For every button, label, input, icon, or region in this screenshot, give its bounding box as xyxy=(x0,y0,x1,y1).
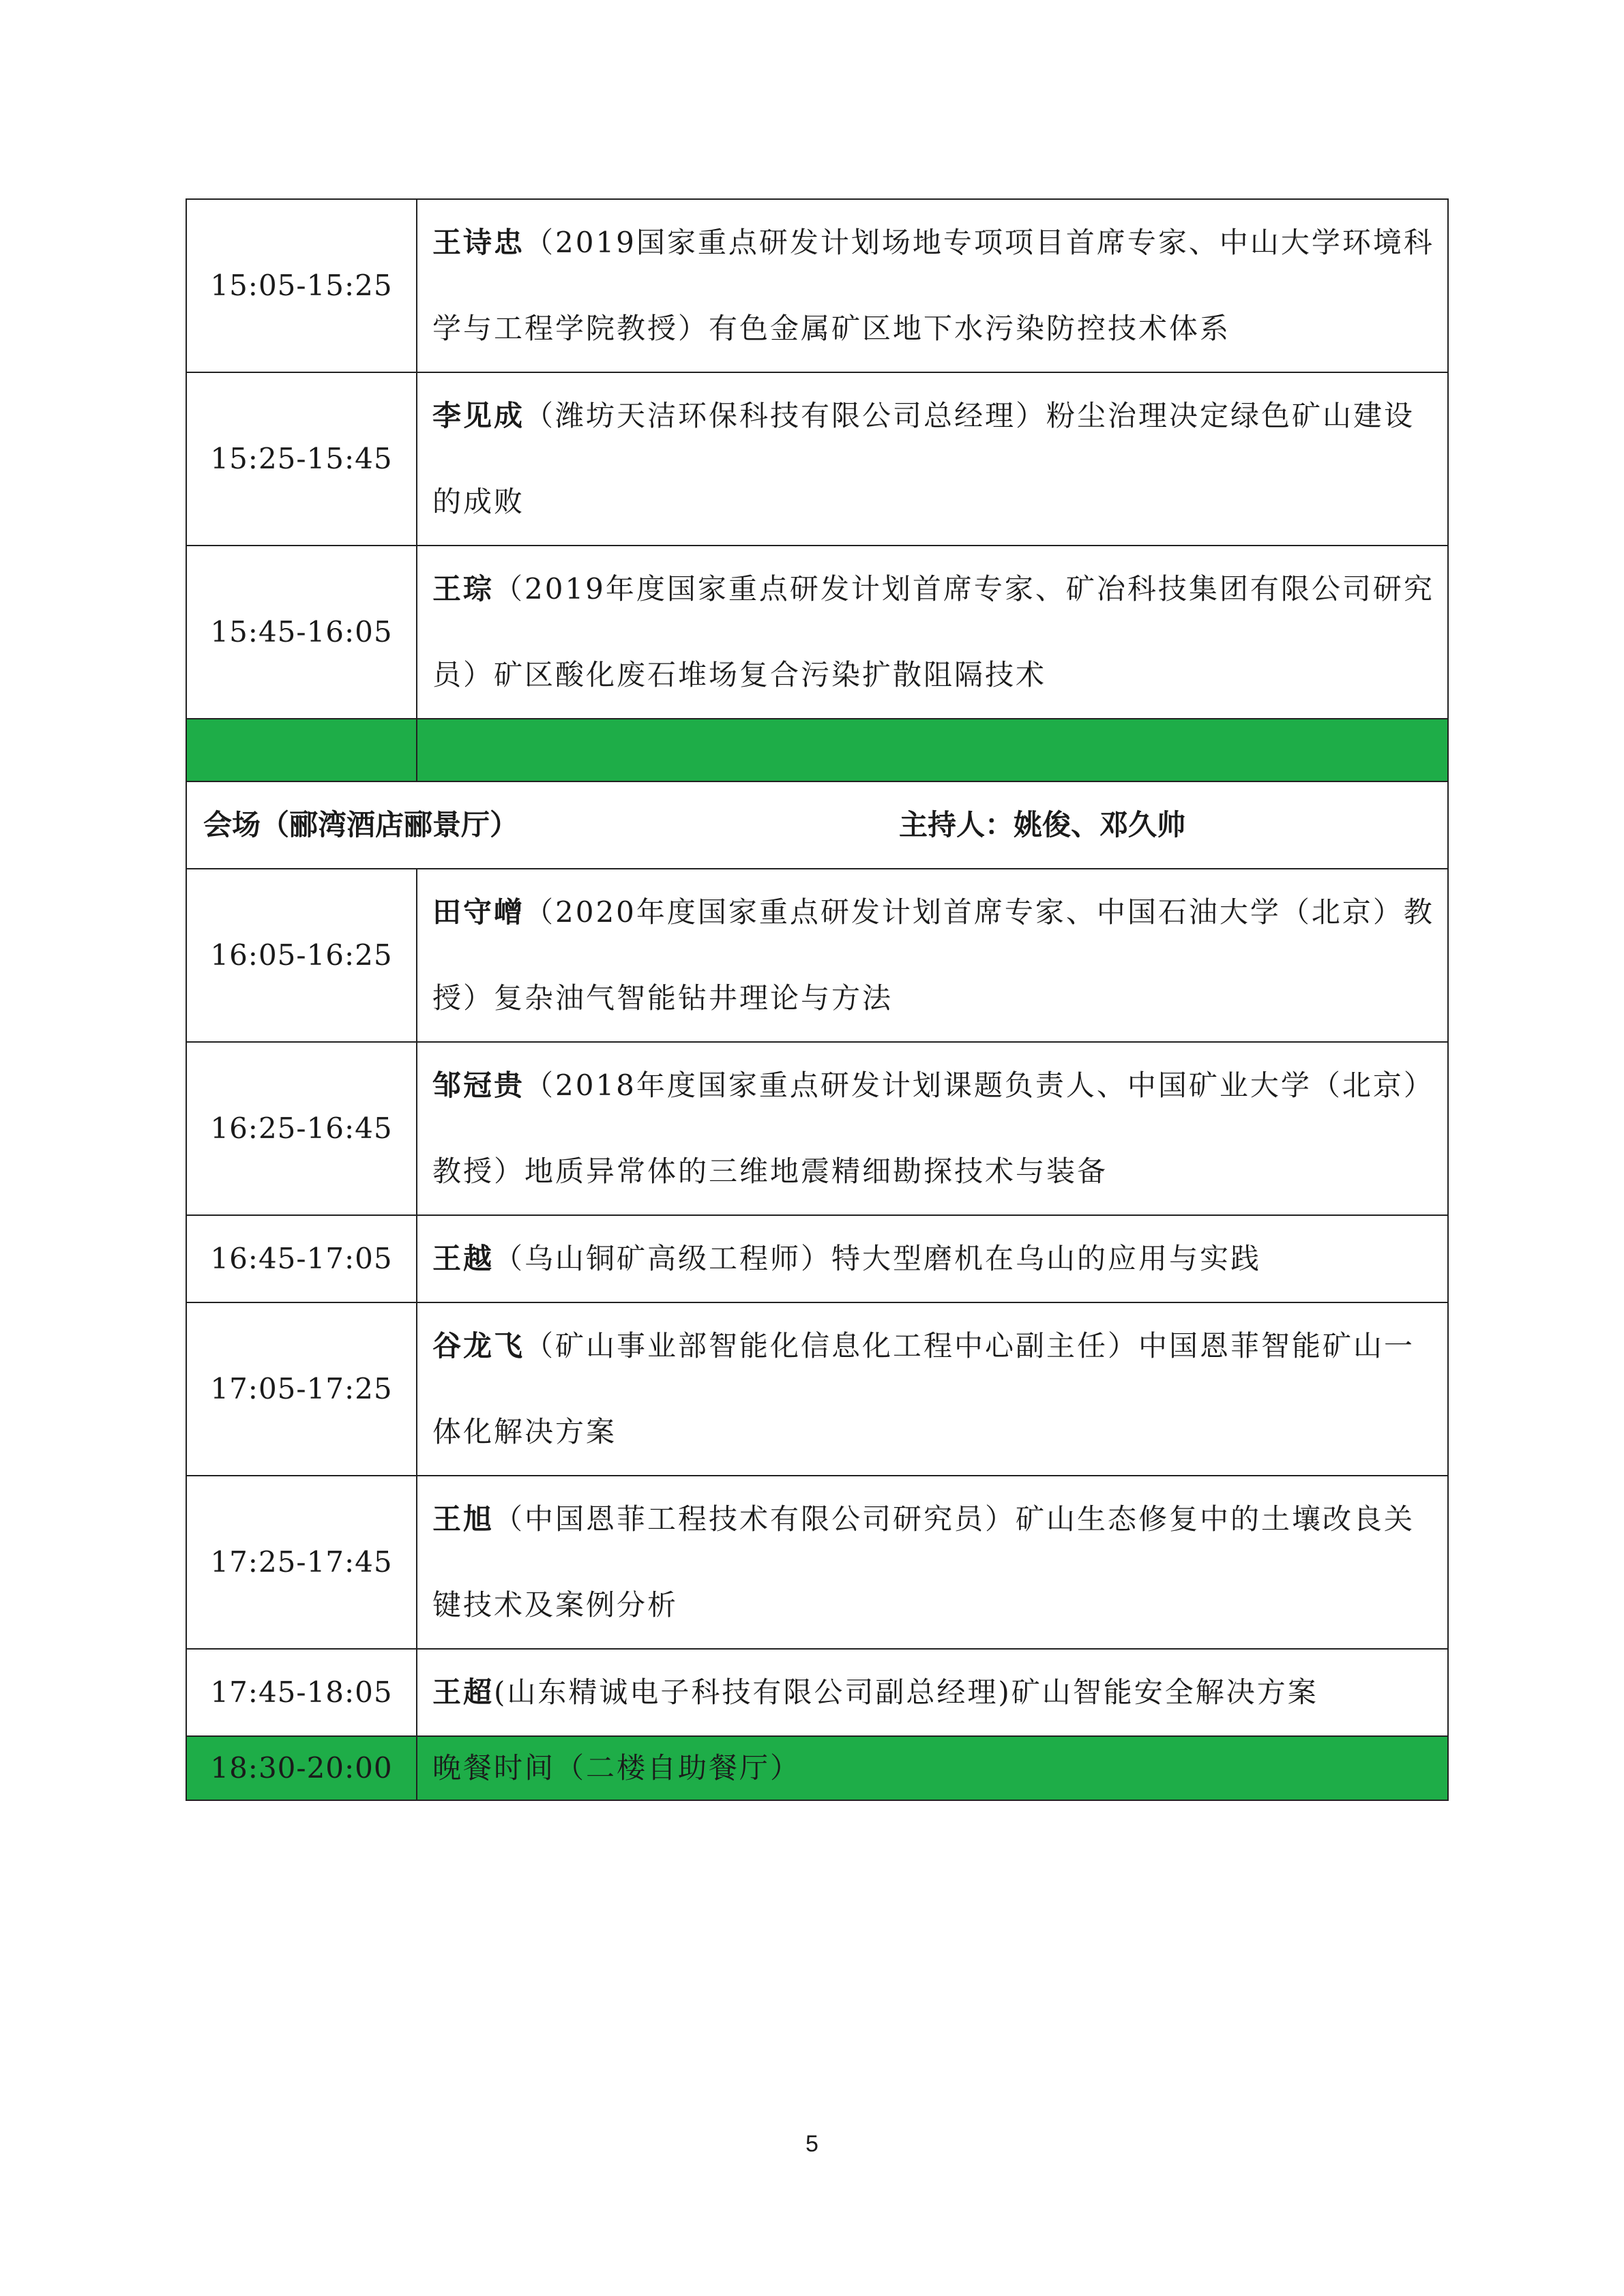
page-number: 5 xyxy=(806,2131,818,2157)
talk-cell xyxy=(417,546,1448,719)
venue-row xyxy=(186,781,1448,869)
schedule-row xyxy=(186,1302,1448,1476)
talk-detail: （乌山铜矿高级工程师）特大型磨机在乌山的应用与实践 xyxy=(494,1242,1262,1275)
talk-cell xyxy=(417,1649,1448,1736)
schedule-row xyxy=(186,199,1448,372)
talk-detail: (山东精诚电子科技有限公司副总经理)矿山智能安全解决方案 xyxy=(494,1675,1318,1709)
time-cell: 17:25-17:45 xyxy=(186,1476,417,1649)
speaker-name: 王旭 xyxy=(432,1502,494,1536)
speaker-name: 谷龙飞 xyxy=(432,1329,525,1362)
time-cell: 15:25-15:45 xyxy=(186,372,417,546)
talk-detail: （潍坊天洁环保科技有限公司总经理）粉尘治理决定绿色矿山建设的成败 xyxy=(432,399,1415,518)
time-cell: 15:05-15:25 xyxy=(186,199,417,372)
schedule-row xyxy=(186,546,1448,719)
time-cell: 17:45-18:05 xyxy=(186,1649,417,1736)
time-cell: 16:25-16:45 xyxy=(186,1042,417,1215)
speaker-name: 邹冠贵 xyxy=(432,1069,525,1102)
talk-cell xyxy=(417,372,1448,546)
talk-detail: （2020年度国家重点研发计划首席专家、中国石油大学（北京）教授）复杂油气智能钻井理论与方法 xyxy=(432,895,1434,1015)
dinner-detail: 晚餐时间（二楼自助餐厅） xyxy=(417,1736,1448,1800)
talk-cell xyxy=(417,1476,1448,1649)
schedule-row xyxy=(186,1649,1448,1736)
time-cell: 15:45-16:05 xyxy=(186,546,417,719)
venue-cell xyxy=(186,781,1448,869)
talk-detail: （2019国家重点研发计划场地专项项目首席专家、中山大学环境科学与工程学院教授）有色金属矿区地下水污染防控技术体系 xyxy=(432,226,1434,345)
talk-detail: （矿山事业部智能化信息化工程中心副主任）中国恩菲智能矿山一体化解决方案 xyxy=(432,1329,1415,1448)
schedule-row xyxy=(186,372,1448,546)
talk-detail: （中国恩菲工程技术有限公司研究员）矿山生态修复中的土壤改良关键技术及案例分析 xyxy=(432,1502,1415,1622)
speaker-name: 王越 xyxy=(432,1242,494,1275)
time-cell: 16:05-16:25 xyxy=(186,869,417,1042)
break-band-content xyxy=(417,719,1448,781)
talk-cell xyxy=(417,1042,1448,1215)
time-cell: 17:05-17:25 xyxy=(186,1302,417,1476)
speaker-name: 李见成 xyxy=(432,399,525,432)
schedule-row xyxy=(186,1215,1448,1302)
dinner-time: 18:30-20:00 xyxy=(186,1736,417,1800)
talk-detail: （2018年度国家重点研发计划课题负责人、中国矿业大学（北京）教授）地质异常体的三维地震精细勘探技术与装备 xyxy=(432,1069,1434,1188)
schedule-table xyxy=(186,198,1449,1801)
speaker-name: 王超 xyxy=(432,1675,494,1709)
break-band xyxy=(186,719,1448,781)
speaker-name: 王诗忠 xyxy=(432,226,525,259)
talk-detail: （2019年度国家重点研发计划首席专家、矿冶科技集团有限公司研究员）矿区酸化废石堆场复合污染扩散阻隔技术 xyxy=(432,572,1434,691)
schedule-row xyxy=(186,1042,1448,1215)
talk-cell xyxy=(417,1302,1448,1476)
talk-cell xyxy=(417,199,1448,372)
schedule-row xyxy=(186,1476,1448,1649)
talk-cell xyxy=(417,869,1448,1042)
speaker-name: 王琮 xyxy=(432,572,494,606)
venue-label: 会场（郦湾酒店郦景厅） xyxy=(203,808,519,841)
time-cell: 16:45-17:05 xyxy=(186,1215,417,1302)
host-label: 主持人：姚俊、邓久帅 xyxy=(899,808,1186,841)
schedule-row xyxy=(186,869,1448,1042)
dinner-row xyxy=(186,1736,1448,1800)
speaker-name: 田守嶒 xyxy=(432,895,525,929)
break-band-time xyxy=(186,719,417,781)
talk-cell xyxy=(417,1215,1448,1302)
